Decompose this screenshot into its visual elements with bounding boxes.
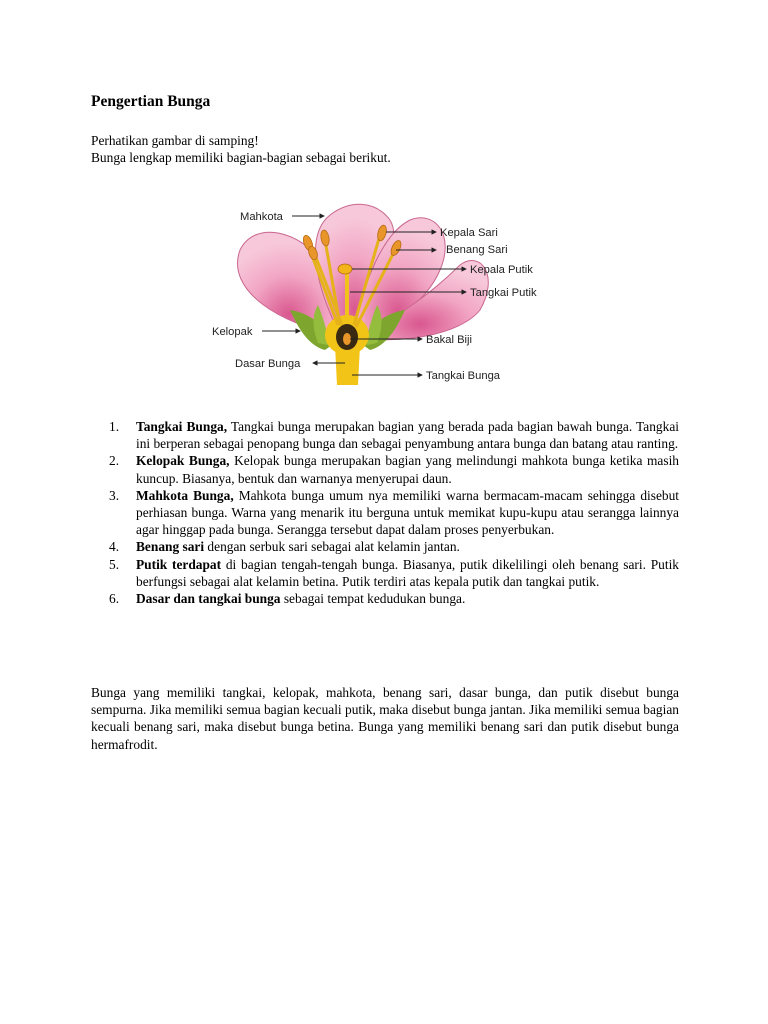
item-text: Kelopak bunga merupakan bagian yang melindungi mahkota bunga ketika masih kuncup. Biasanya, bentuk dan warnanya menyerupai daun. (136, 453, 679, 486)
label-bakal-biji: Bakal Biji (426, 334, 473, 346)
item-text: dengan serbuk sari sebagai alat kelamin jantan. (204, 539, 460, 555)
item-text: Mahkota bunga umum nya memiliki warna bermacam-macam sehingga disebut perhiasan bunga. Warna yang menarik itu berguna untuk memikat kupu-kupu atau serangga lainnya agar hinggap pada bunga. Serangga tersebut dapat dalam proses penyerbukan. (136, 487, 679, 538)
label-mahkota: Mahkota (240, 211, 283, 223)
label-tangkai-bunga: Tangkai Bunga (426, 370, 501, 382)
list-item: 4. Benang sari dengan serbuk sari sebagai alat kelamin jantan. (109, 539, 460, 555)
list-item: 2. Kelopak Bunga, Kelopak bunga merupakan bagian yang melindungi mahkota bunga ketika masih kuncup. Biasanya, bentuk dan warnanya menyerupai daun. (109, 453, 679, 486)
item-term: Mahkota Bunga, (136, 487, 234, 503)
list-item: 5. Putik terdapat di bagian tengah-tengah bunga. Biasanya, putik dikelilingi oleh benang sari. Putik berfungsi sebagai alat kelamin betina. Putik terdiri atas kepala putik dan tangkai putik. (109, 556, 679, 589)
stigma (338, 264, 352, 274)
list-item: 3. Mahkota Bunga, Mahkota bunga umum nya memiliki warna bermacam-macam sehingga disebut perhiasan bunga. Warna yang menarik itu berguna untuk memikat kupu-kupu atau serangga lainnya agar hinggap pada bunga. Serangga tersebut dapat dalam proses penyerbukan. (109, 487, 679, 538)
label-benang-sari: Benang Sari (446, 244, 508, 256)
item-term: Dasar dan tangkai bunga (136, 591, 281, 607)
flower-parts-list (109, 418, 679, 607)
intro-line-2: Bunga lengkap memiliki bagian-bagian sebagai berikut. (91, 150, 391, 165)
label-kelopak: Kelopak (212, 326, 253, 338)
closing-paragraph: Bunga yang memiliki tangkai, kelopak, mahkota, benang sari, dasar bunga, dan putik disebut bunga sempurna. Jika memiliki semua bagian kecuali putik, maka disebut bunga jantan. Jika memiliki semua bagian kecuali benang sari, maka disebut bunga betina. Bunga yang memiliki benang sari dan putik disebut bunga hermafrodit. (91, 685, 679, 752)
item-term: Kelopak Bunga, (136, 453, 230, 469)
petals (238, 204, 489, 339)
page-title: Pengertian Bunga (91, 93, 211, 110)
label-kepala-sari: Kepala Sari (440, 227, 498, 239)
label-kepala-putik: Kepala Putik (470, 264, 533, 276)
item-text: Tangkai bunga merupakan bagian yang berada pada bagian bawah bunga. Tangkai ini berperan sebagai penopang bunga dan sebagai penyambung antara bunga dan batang atau ranting. (136, 419, 679, 452)
intro-text (91, 132, 391, 166)
item-text: sebagai tempat kedudukan bunga. (280, 591, 466, 607)
label-tangkai-putik: Tangkai Putik (470, 287, 537, 299)
item-text: di bagian tengah-tengah bunga. Biasanya, putik dikelilingi oleh benang sari. Putik berfungsi sebagai alat kelamin betina. Putik terdiri atas kepala putik dan tangkai putik. (136, 556, 679, 589)
intro-line-1: Perhatikan gambar di samping! (91, 133, 259, 148)
label-dasar-bunga: Dasar Bunga (235, 358, 301, 370)
list-item: 6. Dasar dan tangkai bunga sebagai tempat kedudukan bunga. (109, 591, 466, 607)
list-item: 1. Tangkai Bunga, Tangkai bunga merupakan bagian yang berada pada bagian bawah bunga. Tangkai ini berperan sebagai penopang bunga dan sebagai penyambung antara bunga dan batang atau ranting. (109, 419, 679, 452)
flower-illustration (200, 195, 570, 390)
flower-diagram (200, 195, 570, 390)
item-term: Benang sari (136, 539, 205, 555)
item-term: Tangkai Bunga, (136, 419, 228, 434)
item-term: Putik terdapat (136, 556, 222, 572)
